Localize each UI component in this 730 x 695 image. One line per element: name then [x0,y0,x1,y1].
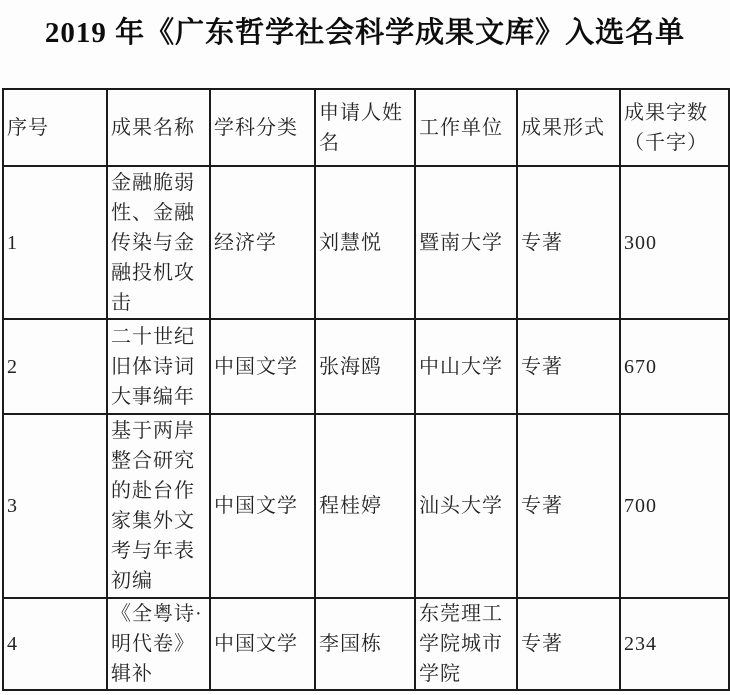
cell-applicant: 刘慧悦 [315,166,415,319]
column-header-name: 成果名称 [107,89,210,166]
cell-name: 《全粤诗·明代卷》辑补 [107,598,210,690]
cell-no: 2 [3,319,107,414]
column-header-applicant: 申请人姓名 [315,89,415,166]
cell-no: 4 [3,598,107,690]
cell-name: 金融脆弱性、金融传染与金融投机攻击 [107,166,210,319]
cell-discipline: 经济学 [210,166,315,319]
cell-organization: 暨南大学 [415,166,517,319]
cell-form: 专著 [517,598,620,690]
cell-applicant: 程桂婷 [315,414,415,598]
table-row [3,166,729,319]
column-header-discipline: 学科分类 [210,89,315,166]
cell-discipline: 中国文学 [210,319,315,414]
cell-no: 3 [3,414,107,598]
cell-applicant: 张海鸥 [315,319,415,414]
table-row [3,414,729,598]
column-header-form: 成果形式 [517,89,620,166]
cell-name: 二十世纪旧体诗词大事编年 [107,319,210,414]
cell-organization: 东莞理工学院城市学院 [415,598,517,690]
column-header-words: 成果字数（千字） [620,89,729,166]
table-row [3,319,729,414]
results-table [2,88,730,691]
cell-organization: 中山大学 [415,319,517,414]
table-row [3,598,729,690]
cell-form: 专著 [517,414,620,598]
cell-words: 670 [620,319,729,414]
cell-applicant: 李国栋 [315,598,415,690]
column-header-no: 序号 [3,89,107,166]
cell-discipline: 中国文学 [210,414,315,598]
cell-no: 1 [3,166,107,319]
cell-words: 700 [620,414,729,598]
cell-words: 234 [620,598,729,690]
cell-discipline: 中国文学 [210,598,315,690]
cell-name: 基于两岸整合研究的赴台作家集外文考与年表初编 [107,414,210,598]
cell-organization: 汕头大学 [415,414,517,598]
column-header-organization: 工作单位 [415,89,517,166]
page-title: 2019 年《广东哲学社会科学成果文库》入选名单 [44,17,686,49]
table-header-row [3,89,729,166]
cell-words: 300 [620,166,729,319]
cell-form: 专著 [517,166,620,319]
cell-form: 专著 [517,319,620,414]
